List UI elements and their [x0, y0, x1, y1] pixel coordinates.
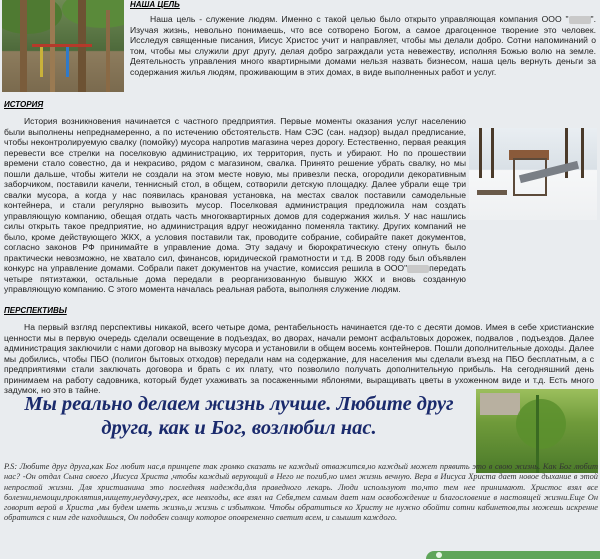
goal-text: Наша цель - служение людям. Именно с такой целью было открыто управляющая компания ООО " ". Изучая жизнь, невольно понимаешь, что все сотворено Богом, а самое драгоценное творение это человек. Исследуя священные писания, Иисус Христос учит и направляет, чтобы мы делали добро. Сотни напоминаний о том, чтобы мы служили друг другу, делая добро заграждали уста невежеству, исполняя Божью волю на земле. Деятельность управления много квартирными домами нельзя назвать бизнесом, наша цель вернуть деньги за содержания жилья людям, проживающим в этих домах, в виде выполненных работ и услуг.: [130, 14, 596, 77]
green-plant-photo: [476, 389, 598, 473]
ps-text: P.S: Любите друг друга,как Бог любит нас,в принцепе так громко сказать не каждый отважится,но каждый может прявить это в свою жизнь. Как Бог любит нас? -Он отдал Сына своего ,Иисуса Христа ,чтобы каждый верующий в Него не погиб,но имел жизнь вечную. Вера в Иисуса Христа дает новое дыхание в этой непростой жизни. Для христианина это последняя надежда,для праведного лекарь. Люди используют то,что тем нее принимают. Христос взял все болезни,немощи,проклятия,нищету,неудачу,грех, все невзгоды, все взял на Себя,тем самым дает нам освобождение и благословение в настоящей жизни.Еще Он говорит верой в Христа ,мы будем иметь жизнь,и жизнь с избытком. Чтобы обратиться ко Христу не нужно обойти сотни кабинетов,ты можешь искренне обратится с ним где находишься, Он подобен солнцу которое оповременно светит всем, и слышит каждого.: [4, 462, 598, 523]
widget-icon: [436, 552, 442, 558]
history-heading: ИСТОРИЯ: [4, 100, 44, 109]
motto-quote: Мы реально делаем жизнь лучше. Любите друг друга, как и Бог, возлюбил нас.: [24, 393, 454, 439]
prospects-text: На первый взгляд перспективы никакой, всего четыре дома, рентабельность начинается где-то с десяти домов. Имея в себе христианские ценности мы в первую очередь сделали освещение в подъездах, во дворах, начали ремонт асфальтовых дорожек, подвалов , подъездов. Далее администрация заключили с нами договор на вывозку мусора и установили в общем восемь контейнеров. Пошли дополнительные доходы. Далее мы добились, чтобы ПБО (полигон бытовых отходов) передали нам на содержание, для населения мы сделали въезд на ПБО бесплатным, а с предприятиями стали заключать договора и брать с их плату, что позволило получать дополнительную прибыль. На сегодняшний день принимаем на работу садовника, который будет ухаживать за посаженными яблонями, выращивать цветы в ухоженном виде и т.д. Есть много задумок, но это в тайне.: [4, 322, 594, 395]
history-text: История возникновения начинается с частного предприятия. Первые моменты оказания услуг населению были выполнены непреднамеренно, а по истечению обстоятельств. Нам СЭС (сан. надзор) выдал предписание, чтобы неконтролируемую свалку (помойку) мусора напротив магазина через дорогу. Естественно, первая реакция перевести все стрелки на поселковую администрацию, их территория, пусть и убирают. Но по прошествии времени стало совестно, да и некрасиво, рядом с магазином, свалка. Принято решение убрать свалку, но мы пошли дальше, чтобы жители не создали на этом месте новую, мы привезли песка, огородили декоративным заборчиком, поставили качели, теннисный стол, в общем, сотворили детскую площадку. Далее убрали еще три свалки мусора, а когда у нас появилась крановая установка, на местах свалок поставили самодельные контейнера, и стали регулярно вывозить мусор. Поселковая администрация предложила нам создать управляющую компанию, обещая отдать часть многоквартирных домов для содержания жилья. У нас нашлись силы открыть такое предприятие, но администрация вдруг неожиданно поменяла тактику. Других компаний не было, кроме действующего ЖКХ, а условия поставили так, проводите собрание, собирайте пакет документов, согласно законов РФ принимайте в управление дома. Эту задачу и бюрократическую стену опнуть было практически невозможно, не хватало сил, финансов, юридической грамотности и т.д. В 2008 году был объявлен конкурс на управление домами. Собрали пакет документов на участие, комиссия решила в ООО" передать четыре пятиэтажки, остальные дома передали в реорганизованную бывшую ЖКХ и вновь созданную управляющую компанию. С этого момента началась реальная работа, выполняя служение людям.: [4, 116, 466, 294]
redacted-company-name-2: [407, 265, 429, 273]
floating-widget[interactable]: [426, 551, 600, 559]
park-trees-photo: [2, 0, 124, 92]
goal-heading: НАША ЦЕЛЬ: [130, 0, 180, 9]
redacted-company-name: [569, 16, 591, 24]
winter-playground-photo: [469, 128, 597, 220]
prospects-heading: ПЕРСПЕКТИВЫ: [4, 306, 67, 315]
